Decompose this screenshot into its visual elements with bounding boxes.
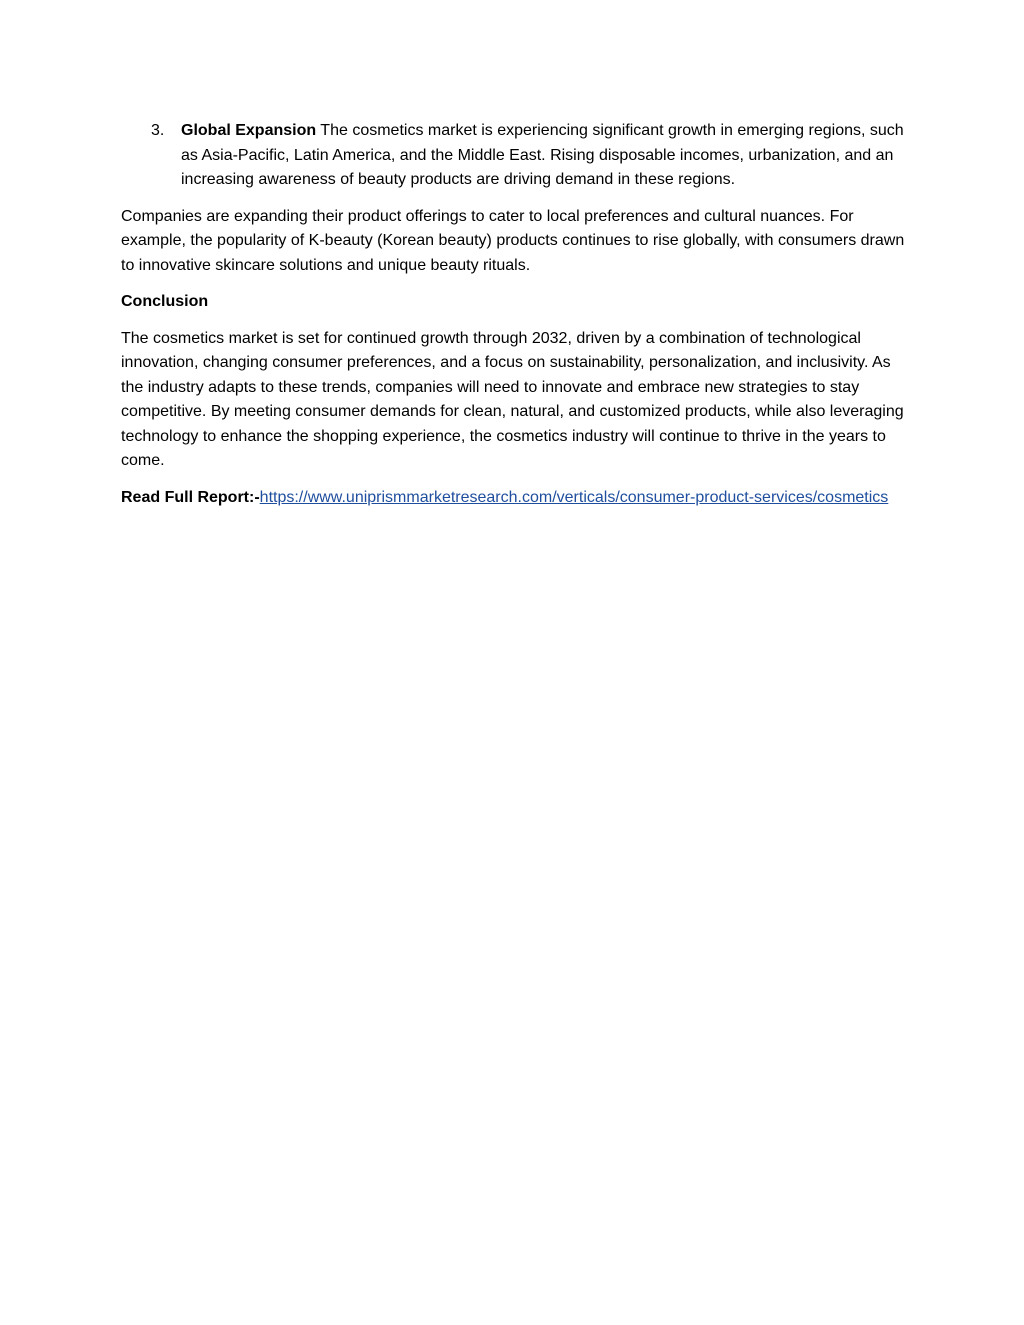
list-item-global-expansion <box>121 119 911 193</box>
conclusion-heading: Conclusion <box>121 293 209 310</box>
paragraph-local-preferences: Companies are expanding their product offerings to cater to local preferences and cultural nuances. For example, the popularity of K-beauty (Korean beauty) products continues to rise globally, with consumers drawn to innovative skincare solutions and unique beauty rituals. <box>121 207 905 274</box>
conclusion-paragraph: The cosmetics market is set for continued growth through 2032, driven by a combination of technological innovation, changing consumer preferences, and a focus on sustainability, personalization, and inclusivity. As the industry adapts to these trends, companies will need to innovate and embrace new strategies to stay competitive. By meeting consumer demands for clean, natural, and customized products, while also leveraging technology to enhance the shopping experience, the cosmetics industry will continue to thrive in the years to come. <box>121 329 904 469</box>
report-link[interactable]: https://www.uniprismmarketresearch.com/verticals/consumer-product-services/cosmetics <box>259 488 889 506</box>
list-number: 3. <box>151 122 165 139</box>
read-full-report-line <box>121 486 911 511</box>
list-item-text: The cosmetics market is experiencing significant growth in emerging regions, such as Asia-Pacific, Latin America, and the Middle East. Rising disposable incomes, urbanization, and an increasing awareness of beauty products are driving demand in these regions. <box>181 122 904 188</box>
list-item-title: Global Expansion <box>181 122 317 139</box>
read-full-report-label: Read Full Report:- <box>121 488 260 506</box>
document-body <box>121 119 911 522</box>
